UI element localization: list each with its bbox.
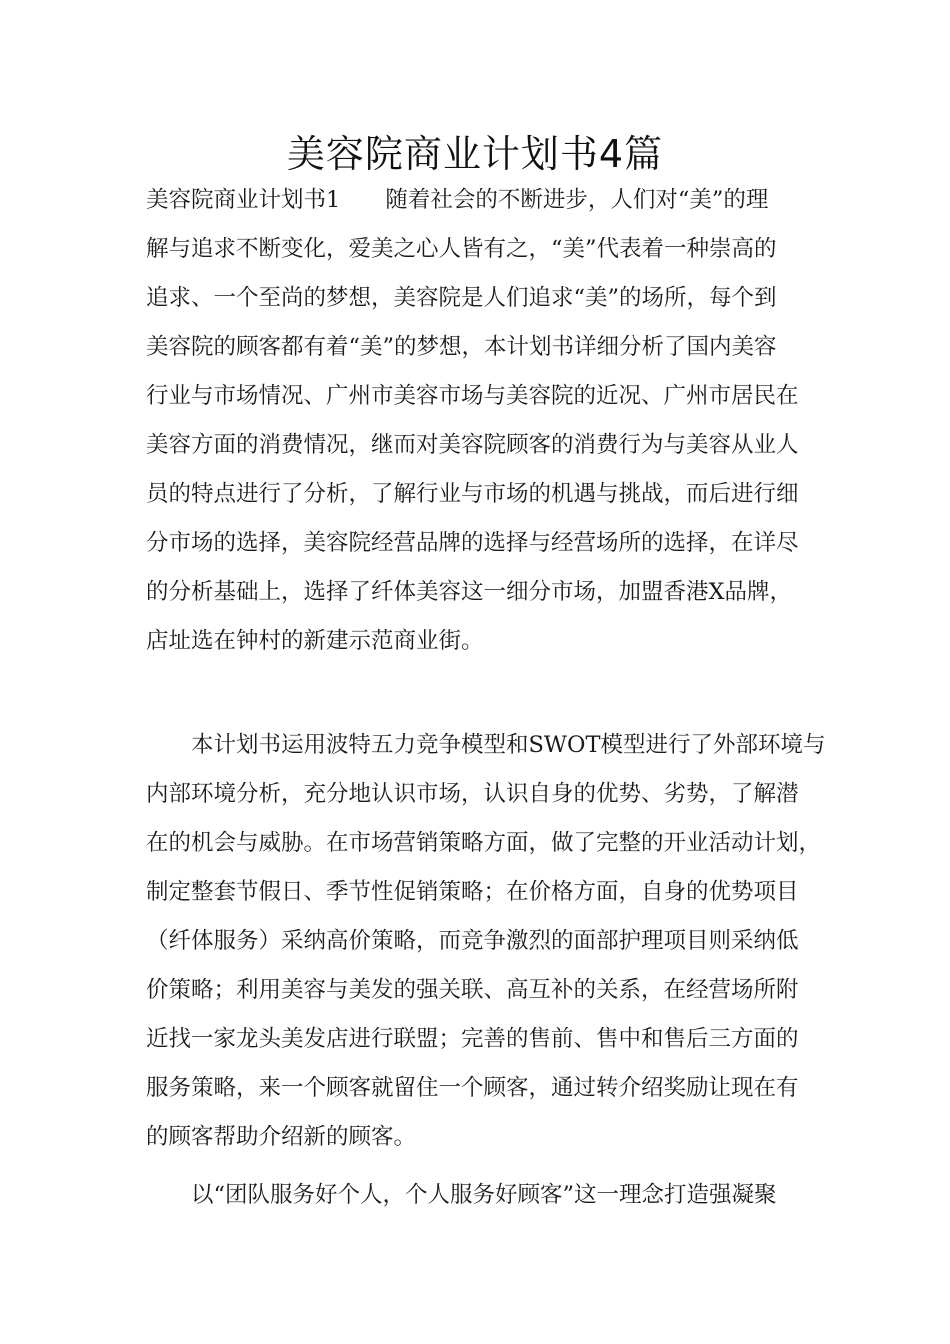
text-line: （纤体服务）采纳高价策略，而竞争激烈的面部护理项目则采纳低 <box>146 928 799 954</box>
text-line: 制定整套节假日、季节性促销策略；在价格方面，自身的优势项目 <box>146 879 799 905</box>
text-line: 本计划书运用波特五力竞争模型和SWOT模型进行了外部环境与 <box>146 732 826 758</box>
text-line: 的分析基础上，选择了纤体美容这一细分市场，加盟香港X品牌， <box>146 579 793 605</box>
text-line: 在的机会与威胁。在市场营销策略方面，做了完整的开业活动计划， <box>146 830 822 856</box>
text-line: 内部环境分析，充分地认识市场，认识自身的优势、劣势，了解潜 <box>146 781 799 807</box>
text-line: 的顾客帮助介绍新的顾客。 <box>146 1124 417 1150</box>
text-line: 以“团队服务好个人，个人服务好顾客”这一理念打造强凝聚 <box>146 1182 777 1208</box>
text-line: 追求、一个至尚的梦想，美容院是人们追求“美”的场所，每个到 <box>146 285 777 311</box>
text-line: 美容院的顾客都有着“美”的梦想，本计划书详细分析了国内美容 <box>146 334 777 360</box>
text-line: 价策略；利用美容与美发的强关联、高互补的关系，在经营场所附 <box>146 977 799 1003</box>
text-line: 员的特点进行了分析，了解行业与市场的机遇与挑战，而后进行细 <box>146 481 799 507</box>
text-line: 美容院商业计划书1 随着社会的不断进步，人们对“美”的理 <box>146 187 769 213</box>
text-line: 美容方面的消费情况，继而对美容院顾客的消费行为与美容从业人 <box>146 432 799 458</box>
text-line: 近找一家龙头美发店进行联盟；完善的售前、售中和售后三方面的 <box>146 1026 799 1052</box>
text-line: 店址选在钟村的新建示范商业街。 <box>146 628 484 654</box>
text-line: 分市场的选择，美容院经营品牌的选择与经营场所的选择，在详尽 <box>146 530 799 556</box>
text-line: 服务策略，来一个顾客就留住一个顾客，通过转介绍奖励让现在有 <box>146 1075 799 1101</box>
text-line: 行业与市场情况、广州市美容市场与美容院的近况、广州市居民在 <box>146 383 799 409</box>
text-line: 解与追求不断变化，爱美之心人皆有之，“美”代表着一种崇高的 <box>146 236 777 262</box>
document-title: 美容院商业计划书4篇 <box>286 132 664 176</box>
